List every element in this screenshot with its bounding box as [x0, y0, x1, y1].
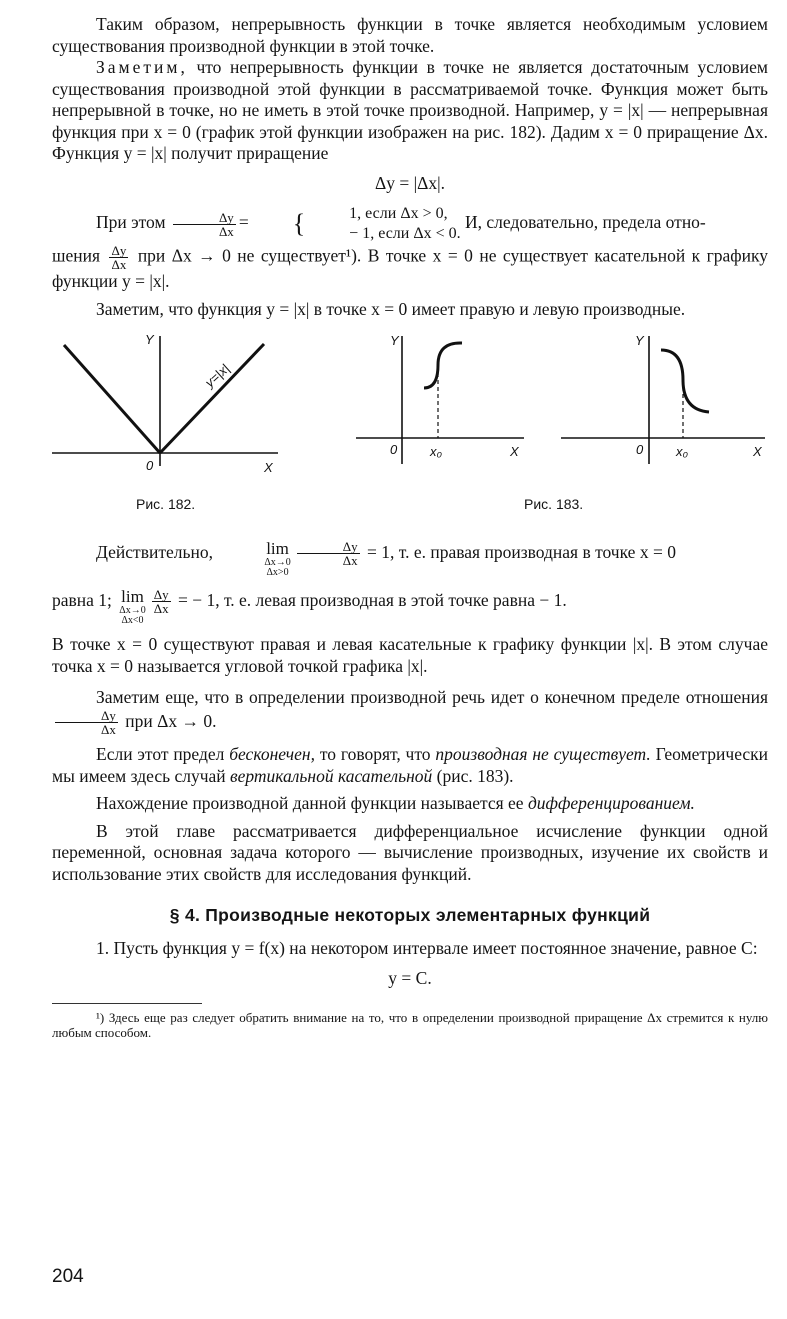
fig183a-origin-label: 0: [390, 442, 398, 457]
fig182-right-branch: [160, 344, 264, 453]
fraction-dy-dx: $\frac{\Delta y}{\Delta x}$: [173, 211, 236, 238]
figure-183-right: [557, 330, 777, 500]
equation-y-c: y = C.: [388, 967, 432, 988]
brace: {: [292, 209, 306, 238]
paragraph-3-cont: шения $\frac{\Delta y}{\Delta x}$ при Δx → 0 не существует¹). В точке x = 0 не существует касательной к графику функции y = |x|.: [52, 243, 769, 291]
paragraph-2: [52, 57, 768, 165]
figures-row: [52, 330, 768, 528]
footnote: ¹) Здесь еще раз следует обратить внимание на то, что в определении производной приращение Δx стремится к нулю любым способом.: [52, 1010, 768, 1041]
caption-fig-182: Рис. 182.: [136, 496, 196, 512]
paragraph-12: 1. Пусть функция y = f(x) на некотором интервале имеет постоянное значение, равное C:: [96, 938, 758, 959]
paragraph-4: Заметим, что функция y = |x| в точке x = 0 имеет правую и левую производные.: [96, 298, 686, 319]
paragraph-1: Таким образом, непрерывность функции в точке является необходимым условием существования производной функции в этой точке.: [52, 14, 768, 56]
page-number: 204: [52, 1266, 84, 1287]
fig183b-curve: [661, 350, 709, 412]
limit-left: lim Δx→0 Δx<0: [119, 587, 146, 626]
p3-lead: При этом: [96, 212, 166, 233]
fraction-dy-dx-5: $\frac{\Delta y}{\Delta x}$: [55, 709, 118, 736]
fig183b-origin-label: 0: [636, 442, 644, 457]
fig182-x-label: X: [264, 460, 273, 475]
caption-fig-183: Рис. 183.: [524, 496, 584, 512]
figure-183-left: [352, 330, 532, 500]
figure-182: [52, 330, 292, 500]
p3-text-b: И, следовательно, предела отно-: [465, 212, 706, 233]
paragraph-2-text: что непрерывность функции в точке не является достаточным условием существования производной этой функции в рассматриваемой точке. Функция может быть непрерывной в точке, но не иметь в этой точке производной. Например, y = |x| — непрерывная функция при x = 0 (график этой функции изображен на рис. 182). Дадим x = 0 приращение Δx. Функция y = |x| получит приращение: [52, 57, 768, 163]
fig182-y-label: Y: [145, 332, 154, 347]
section-heading: § 4. Производные некоторых элементарных функций: [169, 905, 651, 926]
footnote-divider: [52, 1003, 202, 1004]
fig182-origin-label: 0: [146, 458, 154, 473]
fig183a-x-label: X: [510, 444, 519, 459]
limit-right: lim Δx→0 Δx>0: [264, 539, 291, 578]
fig182-curve-label: y=|x|: [201, 360, 233, 391]
equation-delta-y: Δy = |Δx|.: [374, 172, 445, 193]
page-content: [52, 14, 768, 1040]
fig182-left-branch: [64, 345, 160, 453]
paragraph-10: Нахождение производной данной функции называется ее дифференцированием.: [96, 793, 695, 814]
fraction-dy-dx-4: $\frac{\Delta y}{\Delta x}$: [153, 587, 169, 617]
fig183a-y-label: Y: [390, 333, 399, 348]
fig183b-x0-label: x₀: [676, 444, 688, 459]
paragraph-11: В этой главе рассматривается дифференциальное исчисление функции одной переменной, основная задача которого — вычисление производных, изучение их свойств и использование этих свойств для исследования функций.: [52, 820, 768, 884]
equals-sign: =: [238, 212, 249, 233]
paragraph-9: Если этот предел бесконечен, то говорят, что производная не существует. Геометрически мы имеем здесь случай вертикальной касательной (рис. 183).: [52, 744, 769, 786]
fraction-dy-dx-2: $\frac{\Delta y}{\Delta x}$: [111, 243, 127, 272]
paragraph-3: [52, 204, 768, 244]
paragraph-8: Заметим еще, что в определении производной речь идет о конечном пределе отношения $\frac{\Delta y}{\Delta x}$ при Δx → 0.: [52, 685, 768, 736]
fig183a-x0-label: x₀: [430, 444, 442, 459]
fraction-dy-dx-3: $\frac{\Delta y}{\Delta x}$: [297, 540, 360, 567]
paragraph-6: равна 1; lim Δx→0 Δx<0 $\frac{\Delta y}{\Delta x}$ = − 1, т. е. левая производная в этой точке равна − 1.: [52, 587, 567, 626]
piecewise-cases: 1, если Δx > 0, − 1, если Δx < 0.: [349, 205, 461, 242]
fig183b-x-label: X: [753, 444, 762, 459]
paragraph-7: В точке x = 0 существуют правая и левая касательные к графику функции |x|. В этом случае точка x = 0 называется угловой точкой графика |x|.: [52, 634, 768, 676]
fig183b-y-label: Y: [635, 333, 644, 348]
paragraph-5: Действительно, lim Δx→0 Δx>0 $\frac{\Delta y}{\Delta x}$ = 1, т. е. правая производная в точке x = 0: [96, 539, 676, 578]
fig183a-curve: [424, 343, 462, 388]
emphasis-lead: Заметим,: [96, 57, 188, 77]
